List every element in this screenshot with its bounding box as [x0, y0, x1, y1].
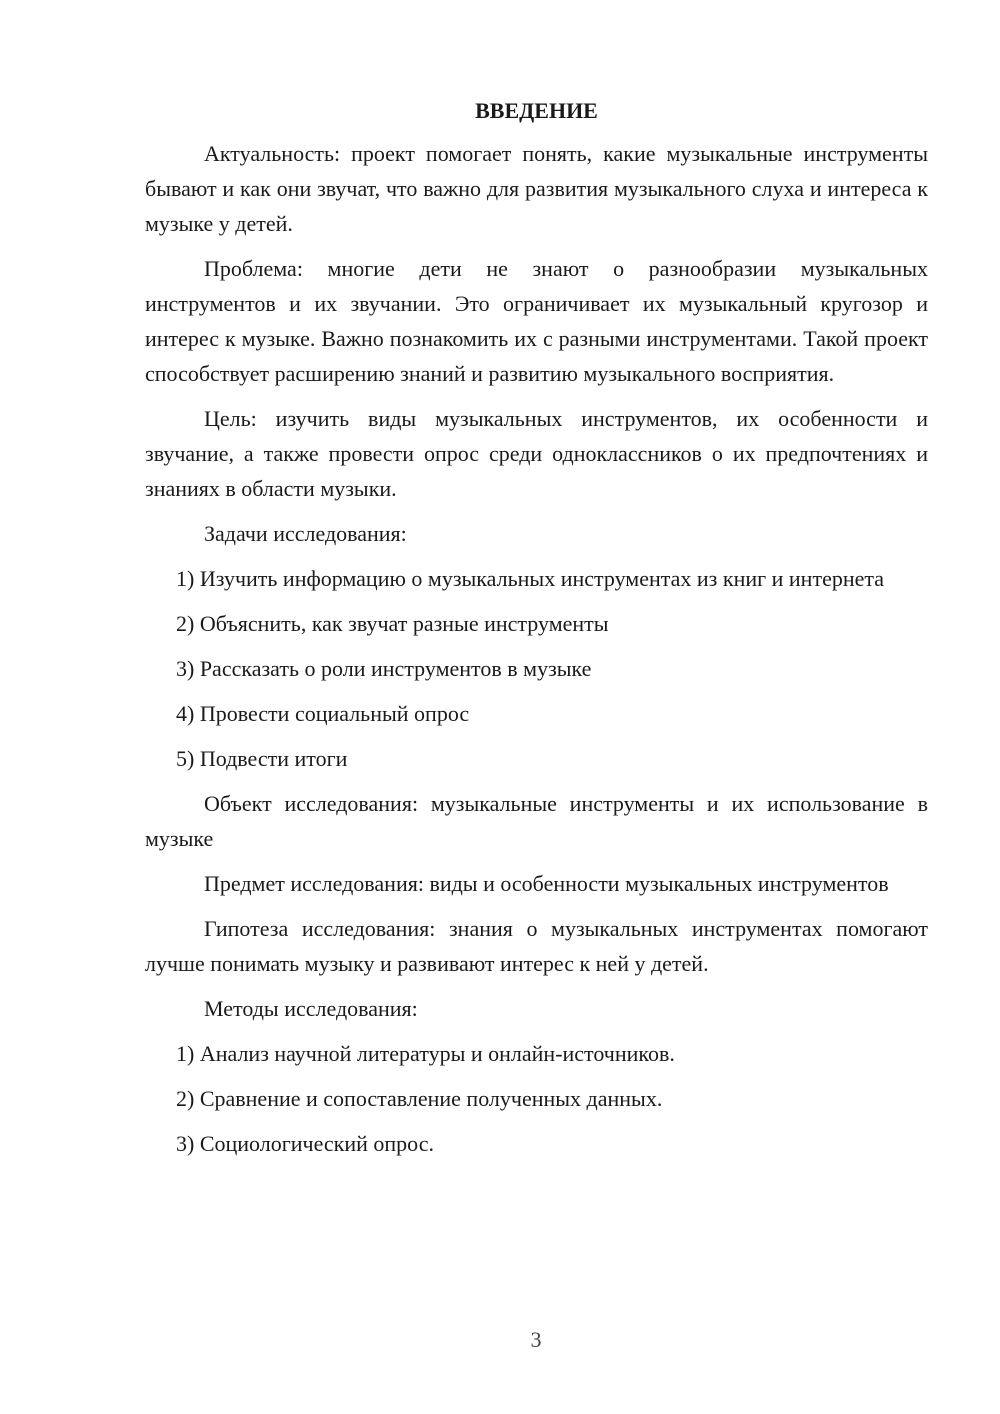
- method-item-1: 1) Анализ научной литературы и онлайн-источников.: [176, 1041, 675, 1066]
- problem-paragraph: Проблема: многие дети не знают о разнообразии музыкальных инструментов и их звучании. Это ограничивает их музыкальный кругозор и интерес к музыке. Важно познакомить их с разными инструментами. Такой проект способствует расширению знаний и развитию музыкального восприятия.: [145, 256, 928, 386]
- page-number: 3: [530, 1327, 542, 1352]
- task-item-1: 1) Изучить информацию о музыкальных инструментах из книг и интернета: [176, 566, 885, 591]
- goal-paragraph: Цель: изучить виды музыкальных инструментов, их особенности и звучание, а также провести опрос среди одноклассников о их предпочтениях и знаниях в области музыки.: [145, 406, 928, 501]
- hypothesis-paragraph: Гипотеза исследования: знания о музыкальных инструментах помогают лучше понимать музыку и развивают интерес к ней у детей.: [145, 916, 928, 976]
- page-title: ВВЕДЕНИЕ: [475, 98, 598, 123]
- tasks-heading: Задачи исследования:: [204, 521, 407, 546]
- task-item-3: 3) Рассказать о роли инструментов в музыке: [176, 656, 592, 681]
- actuality-paragraph: Актуальность: проект помогает понять, какие музыкальные инструменты бывают и как они звучат, что важно для развития музыкального слуха и интереса к музыке у детей.: [145, 141, 928, 236]
- task-item-5: 5) Подвести итоги: [176, 746, 348, 771]
- methods-heading: Методы исследования:: [204, 996, 418, 1021]
- method-item-2: 2) Сравнение и сопоставление полученных данных.: [176, 1086, 663, 1111]
- task-item-4: 4) Провести социальный опрос: [176, 701, 470, 726]
- document-page: [145, 93, 928, 1171]
- method-item-3: 3) Социологический опрос.: [176, 1131, 434, 1156]
- task-item-2: 2) Объяснить, как звучат разные инструменты: [176, 611, 609, 636]
- subject-paragraph: Предмет исследования: виды и особенности музыкальных инструментов: [204, 871, 889, 896]
- object-paragraph: Объект исследования: музыкальные инструменты и их использование в музыке: [145, 791, 928, 851]
